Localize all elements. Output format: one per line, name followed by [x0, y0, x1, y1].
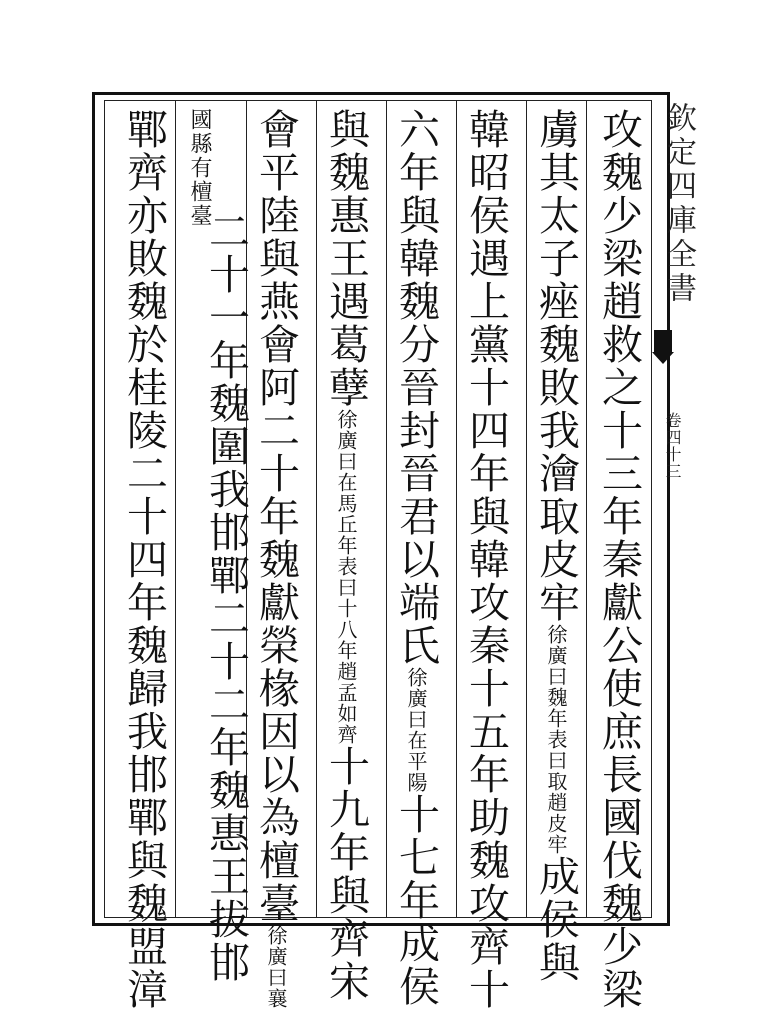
column-rule	[586, 100, 587, 918]
text-column-5	[320, 108, 372, 1003]
margin-book-title: 欽定四庫全書	[661, 102, 696, 306]
main-text: 會平陸與燕會阿二十年魏獻榮椽因以為檀臺	[252, 108, 300, 925]
main-text-tail: 十九年與齊宋	[322, 745, 370, 1003]
main-text: 攻魏少梁趙救之十三年秦獻公使庶長國伐魏少梁	[595, 108, 643, 1011]
column-rule	[175, 100, 176, 918]
main-text-tail: 二十一年魏圍我邯鄲二十二年魏惠王拔邯	[202, 210, 250, 984]
annotation-note: 徐廣曰襄	[264, 925, 288, 1009]
main-text: 鄲齊亦敗魏於桂陵二十四年魏歸我邯鄲與魏盟漳	[120, 108, 168, 1011]
annotation-column: 國縣有檀臺	[187, 108, 212, 228]
column-rule	[316, 100, 317, 918]
main-text: 與魏惠王遇葛孽	[322, 108, 370, 409]
fish-tail-mark	[652, 330, 674, 370]
main-text: 六年與韓魏分晉封晉君以端氏	[392, 108, 440, 667]
margin-volume-number: 卷四十三	[663, 412, 682, 480]
text-column-8	[118, 108, 170, 1011]
main-text: 韓昭侯遇上黨十四年與韓攻秦十五年助魏攻齊十	[462, 108, 510, 1011]
text-column-3	[460, 108, 512, 1011]
main-text-tail: 成侯與	[532, 855, 580, 984]
text-column-7	[200, 210, 252, 984]
annotation-note: 徐廣曰在平陽	[404, 667, 428, 793]
text-column-6	[250, 108, 302, 1009]
text-column-1	[593, 108, 645, 1011]
column-rule	[526, 100, 527, 918]
text-column-2	[530, 108, 582, 984]
column-rule	[386, 100, 387, 918]
annotation-note: 徐廣曰魏年表曰取趙皮牢	[544, 624, 568, 855]
main-text-tail: 十七年成侯	[392, 793, 440, 1008]
text-column-4	[390, 108, 442, 1008]
column-rule	[456, 100, 457, 918]
main-text: 虜其太子痤魏敗我澮取皮牢	[532, 108, 580, 624]
annotation-note: 徐廣曰在馬丘年表曰十八年趙孟如齊	[334, 409, 358, 745]
